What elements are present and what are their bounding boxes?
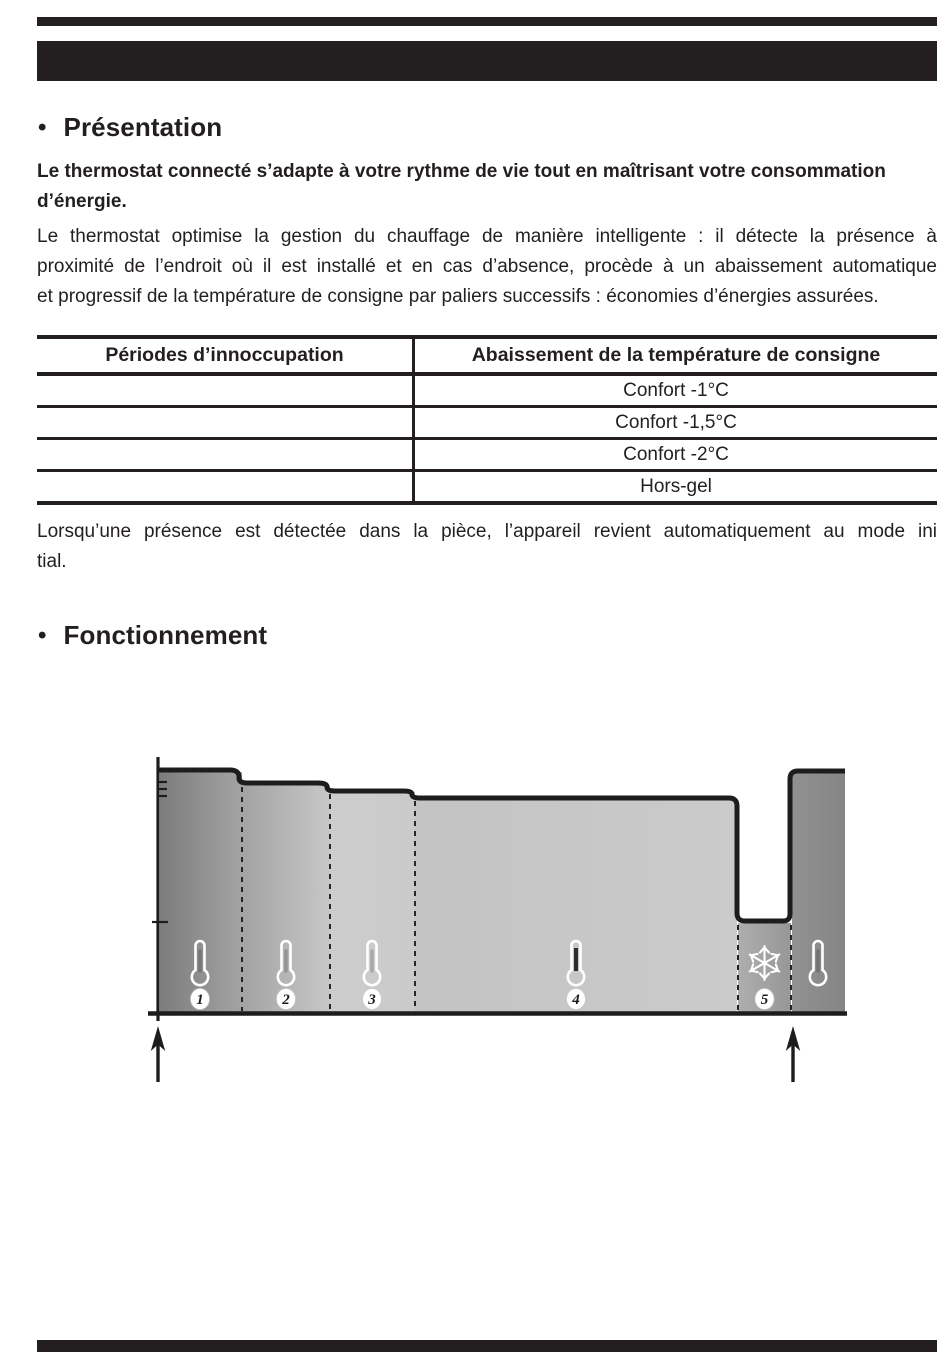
table-row <box>37 440 937 472</box>
bullet-icon: • <box>38 622 47 649</box>
table-row <box>37 376 937 408</box>
section-heading-presentation <box>38 112 222 143</box>
body-paragraph <box>37 222 937 312</box>
svg-text:2: 2 <box>282 992 290 1009</box>
period-cell <box>37 408 415 437</box>
body-line: et progressif de la température de consigne par paliers successifs : économies d’énergies assurées. <box>37 286 879 307</box>
table-row <box>37 472 937 501</box>
reduction-cell: Hors-gel <box>640 475 712 497</box>
col-header-reduction: Abaissement de la température de consigne <box>471 344 881 366</box>
reduction-cell: Confort -1,5°C <box>615 411 737 433</box>
svg-text:3: 3 <box>368 992 376 1009</box>
zone-badge <box>191 989 210 1010</box>
col-header-periods: Périodes d’innoccupation <box>37 339 415 372</box>
bullet-icon: • <box>38 114 47 141</box>
setback-table <box>37 335 937 505</box>
zone-badge <box>755 989 774 1010</box>
zone-badge <box>363 989 382 1010</box>
arrow-up-icon <box>786 1026 800 1082</box>
lead-line: d’énergie. <box>37 191 127 212</box>
body-line: Le thermostat optimise la gestion du chauffage de manière intelligente : il détecte la présence à <box>37 226 937 247</box>
body-line: proximité de l’endroit où il est installé et en cas d’absence, procède à un abaissement automatique <box>37 256 937 277</box>
section-heading-fonctionnement <box>38 620 267 651</box>
temperature-setback-diagram <box>140 745 860 1090</box>
table-row <box>37 408 937 440</box>
zone-badge <box>567 989 586 1010</box>
top-rule-bar <box>37 17 937 26</box>
zone-fill-4 <box>415 799 737 1013</box>
zone-fill-1 <box>160 772 242 1013</box>
period-cell <box>37 472 415 501</box>
section-title: Présentation <box>63 112 223 142</box>
lead-line: Le thermostat connecté s’adapte à votre rythme de vie tout en maîtrisant votre consommation <box>37 161 886 182</box>
after-line: Lorsqu’une présence est détectée dans la pièce, l’appareil revient automatiquement au mode ini <box>37 521 937 542</box>
header-title-bar <box>37 41 937 81</box>
arrow-up-icon <box>151 1026 165 1082</box>
svg-text:5: 5 <box>760 992 769 1009</box>
zone-fill-2 <box>242 785 330 1013</box>
zone-fill-3 <box>330 792 415 1013</box>
zone-badge <box>277 989 296 1010</box>
after-table-paragraph <box>37 517 937 577</box>
section-title: Fonctionnement <box>63 620 268 650</box>
bottom-rule-bar <box>37 1340 937 1352</box>
zone-fill-6 <box>792 773 845 1013</box>
reduction-cell: Confort -1°C <box>623 379 729 401</box>
lead-paragraph <box>37 157 937 217</box>
after-line: tial. <box>37 551 67 572</box>
reduction-cell: Confort -2°C <box>623 443 729 465</box>
table-header-row <box>37 339 937 376</box>
svg-text:1: 1 <box>196 992 204 1009</box>
period-cell <box>37 440 415 469</box>
svg-text:4: 4 <box>572 992 580 1009</box>
period-cell <box>37 376 415 405</box>
